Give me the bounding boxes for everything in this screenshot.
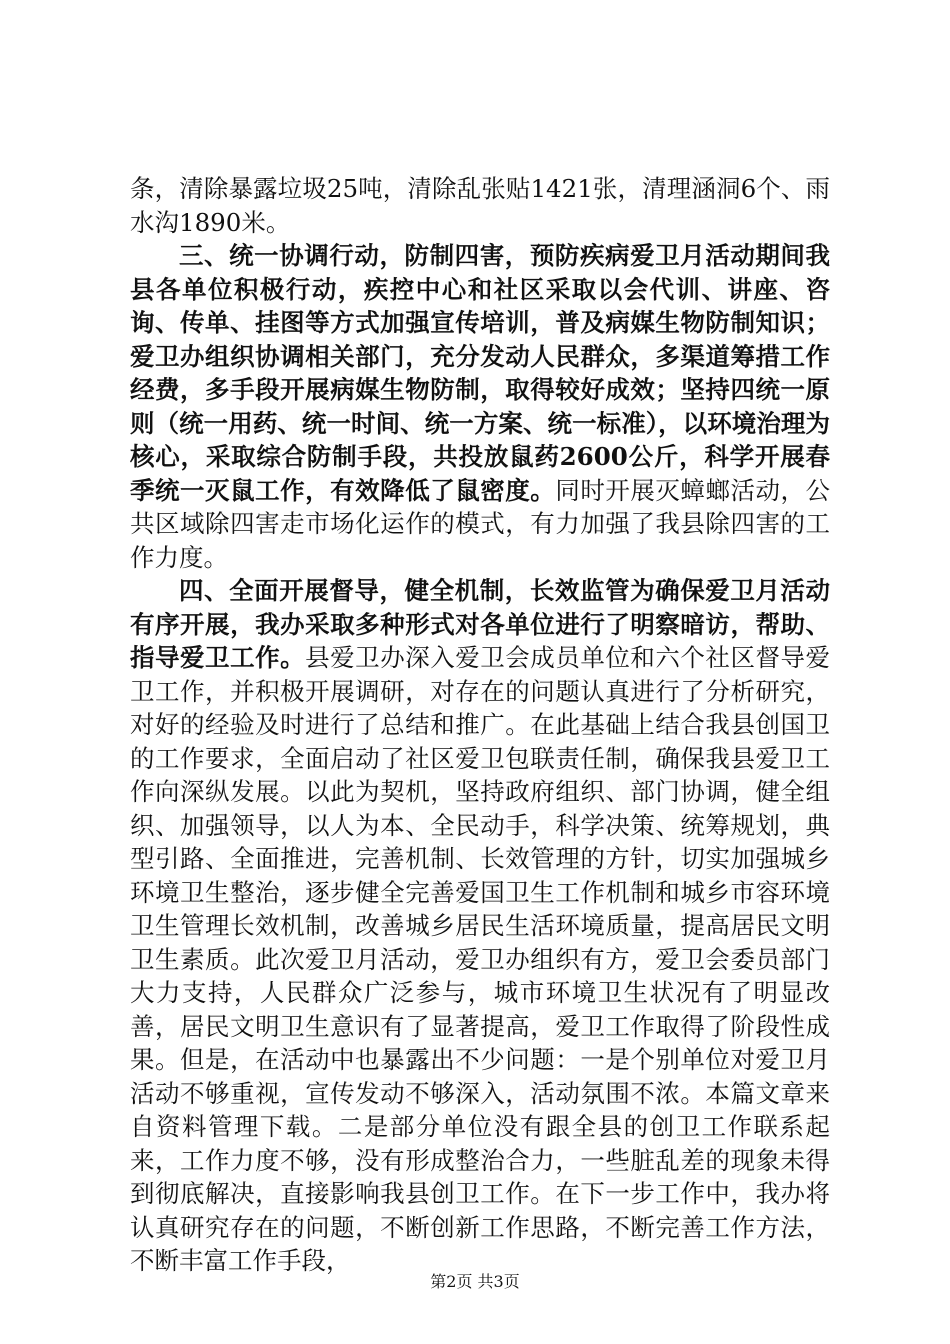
paragraph-1 bbox=[130, 172, 830, 239]
page-footer bbox=[0, 1272, 950, 1292]
paragraph-3-body-text: 县爱卫办深入爱卫会成员单位和六个社区督导爱卫工作，并积极开展调研，对存在的问题认真进行了分析研究，对好的经验及时进行了总结和推广。在此基础上结合我县创国卫的工作要求，全面启动了社区爱卫包联责任制，确保我县爱卫工作向深纵发展。以此为契机，坚持政府组织、部门协调，健全组织、加强领导，以人为本、全民动手，科学决策、统筹规划，典型引路、全面推进，完善机制、长效管理的方针，切实加强城乡环境卫生整治，逐步健全完善爱国卫生工作机制和城乡市容环境卫生管理长效机制，改善城乡居民生活环境质量，提高居民文明卫生素质。此次爱卫月活动，爱卫办组织有方，爱卫会委员部门大力支持，人民群众广泛参与，城市环境卫生状况有了明显改善，居民文明卫生意识有了显著提高，爱卫工作取得了阶段性成果。但是，在活动中也暴露出不少问题：一是个别单位对爱卫月活动不够重视，宣传发动不够深入，活动氛围不浓。本篇文章来自资料管理下载。二是部分单位没有跟全县的创卫工作联系起来，工作力度不够，没有形成整治合力，一些脏乱差的现象未得到彻底解决，直接影响我县创卫工作。在下一步工作中，我办将认真研究存在的问题，不断创新工作思路，不断完善工作方法，不断丰富工作手段， bbox=[130, 643, 831, 1275]
page-number-label: 第2页 共3页 bbox=[430, 1272, 520, 1291]
paragraph-2-heading-text: 三、统一协调行动，防制四害，预防疾病爱卫月活动期间我县各单位积极行动，疾控中心和社区采取以会代训、讲座、咨询、传单、挂图等方式加强宣传培训，普及病媒生物防制知识；爱卫办组织协调相关部门，充分发动人民群众，多渠道筹措工作经费，多手段开展病媒生物防制，取得较好成效；坚持四统一原则（统一用药、统一时间、统一方案、统一标准），以环境治理为核心，采取综合防制手段，共投放鼠药2600公斤，科学开展春季统一灭鼠工作，有效降低了鼠密度。 bbox=[130, 241, 830, 505]
paragraph-2-body-text: 同时开展灭蟑螂活动，公共区域除四害走市场化运作的模式，有力加强了我县除四害的工作力度。 bbox=[130, 475, 831, 572]
paragraph-3 bbox=[130, 574, 830, 1278]
paragraph-1-text: 条，清除暴露垃圾25吨，清除乱张贴1421张，清理涵洞6个、雨水沟1890米。 bbox=[130, 174, 830, 237]
paragraph-2 bbox=[130, 239, 830, 574]
document-body bbox=[130, 172, 830, 1278]
paragraph-3-heading-text: 四、全面开展督导，健全机制，长效监管为确保爱卫月活动有序开展，我办采取多种形式对各单位进行了明察暗访，帮助、指导爱卫工作。 bbox=[130, 576, 830, 672]
